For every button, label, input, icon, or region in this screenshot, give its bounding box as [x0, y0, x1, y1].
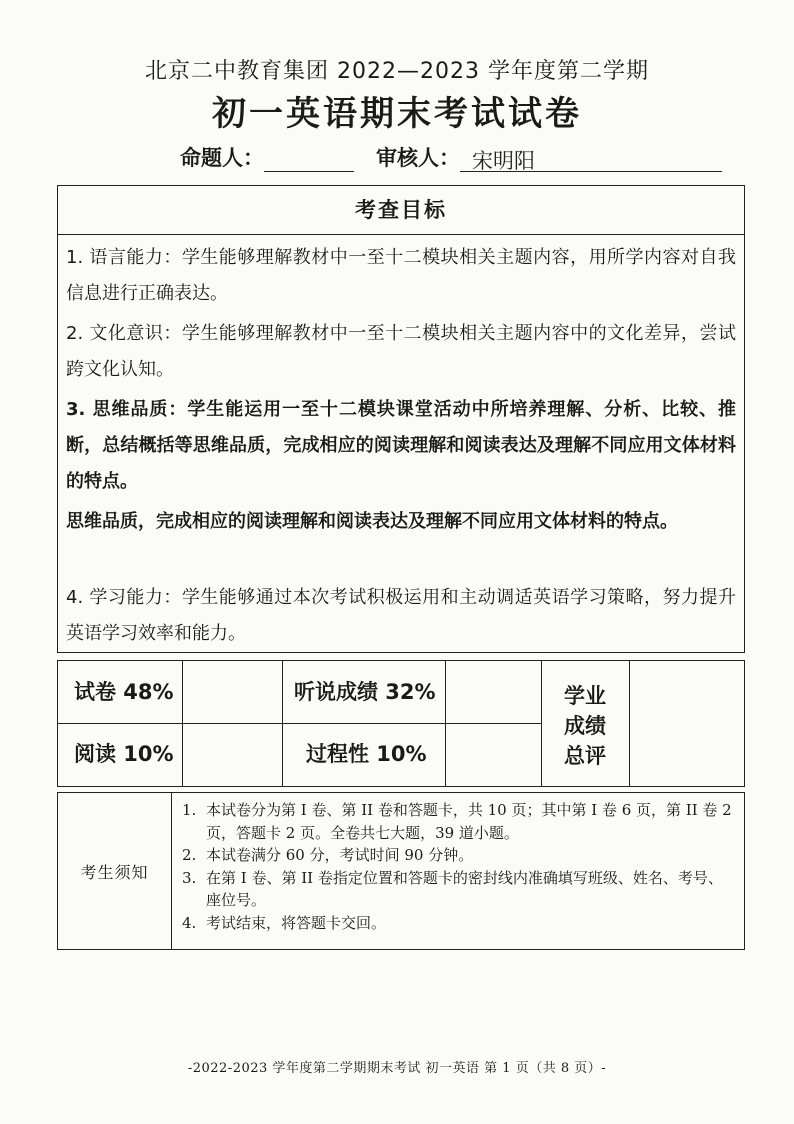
author-name-field	[264, 145, 354, 172]
author-reviewer-line	[180, 142, 722, 172]
notice-label: 考生须知	[80, 862, 149, 882]
paper-score-blank	[182, 661, 282, 723]
objectives-box	[57, 185, 745, 653]
objective-culture: 2. 文化意识：学生能够理解教材中一至十二模块相关主题内容中的文化差异，尝试跨文化认知。	[66, 323, 736, 380]
listening-score-label: 听说成绩 32%	[294, 680, 436, 704]
author-label: 命题人：	[180, 146, 264, 170]
exam-subtitle: 北京二中教育集团 2022—2023 学年度第二学期	[145, 59, 649, 84]
overall-grade-line3: 总评	[564, 744, 606, 768]
overall-grade-line2: 成绩	[564, 714, 606, 738]
overall-grade-line1: 学业	[564, 684, 606, 708]
notice-item	[182, 912, 734, 935]
score-table	[57, 660, 745, 787]
notice-item-text: 本试卷分为第 I 卷、第 II 卷和答题卡，共 10 页；其中第 I 卷 6 页，第 II 卷 2 页，答题卡 2 页。全卷共七大题，39 道小题。	[206, 801, 732, 842]
reading-score-label: 阅读 10%	[74, 742, 174, 766]
notice-list	[171, 793, 744, 949]
objective-language: 1. 语言能力：学生能够理解教材中一至十二模块相关主题内容，用所学内容对自我信息进行正确表达。	[66, 247, 736, 304]
objective-thinking: 3. 思维品质：学生能运用一至十二模块课堂活动中所培养理解、分析、比较、推断，总结概括等思维品质，完成相应的阅读理解和阅读表达及理解不同应用文体材料的特点。	[66, 399, 736, 492]
notice-item	[182, 844, 734, 867]
overall-grade-label	[541, 681, 629, 771]
notice-item	[182, 867, 734, 912]
notice-item-number: 2.	[182, 846, 197, 864]
reviewer-name-field: 宋明阳	[460, 145, 722, 172]
paper-score-label: 试卷 48%	[74, 680, 174, 704]
reading-score-blank	[182, 723, 282, 786]
notice-item-number: 3.	[182, 868, 197, 887]
listening-score-blank	[445, 661, 541, 723]
objective-learning: 4. 学习能力：学生能够通过本次考试积极运用和主动调适英语学习策略，努力提升英语学习效率和能力。	[66, 587, 736, 644]
notice-item-number: 1.	[182, 801, 197, 819]
process-score-blank	[445, 723, 541, 786]
reviewer-label: 审核人：	[376, 146, 460, 170]
process-score-label: 过程性 10%	[306, 742, 427, 766]
objective-thinking-repeat: 思维品质，完成相应的阅读理解和阅读表达及理解不同应用文体材料的特点。	[66, 511, 678, 532]
overall-grade-blank	[629, 661, 743, 786]
notice-item	[182, 799, 734, 844]
exam-notice-box	[57, 792, 745, 950]
exam-title: 初一英语期末考试试卷	[212, 94, 582, 134]
notice-item-text: 在第 I 卷、第 II 卷指定位置和答题卡的密封线内准确填写班级、姓名、考号、座位号。	[206, 868, 723, 909]
page-footer: -2022-2023 学年度第二学期期末考试 初一英语 第 1 页（共 8 页）-	[187, 1061, 607, 1076]
notice-item-text: 本试卷满分 60 分，考试时间 90 分钟。	[206, 846, 474, 864]
notice-item-number: 4.	[182, 913, 197, 932]
objectives-heading: 考查目标	[58, 186, 744, 235]
notice-item-text: 考试结束，将答题卡交回。	[206, 913, 387, 932]
